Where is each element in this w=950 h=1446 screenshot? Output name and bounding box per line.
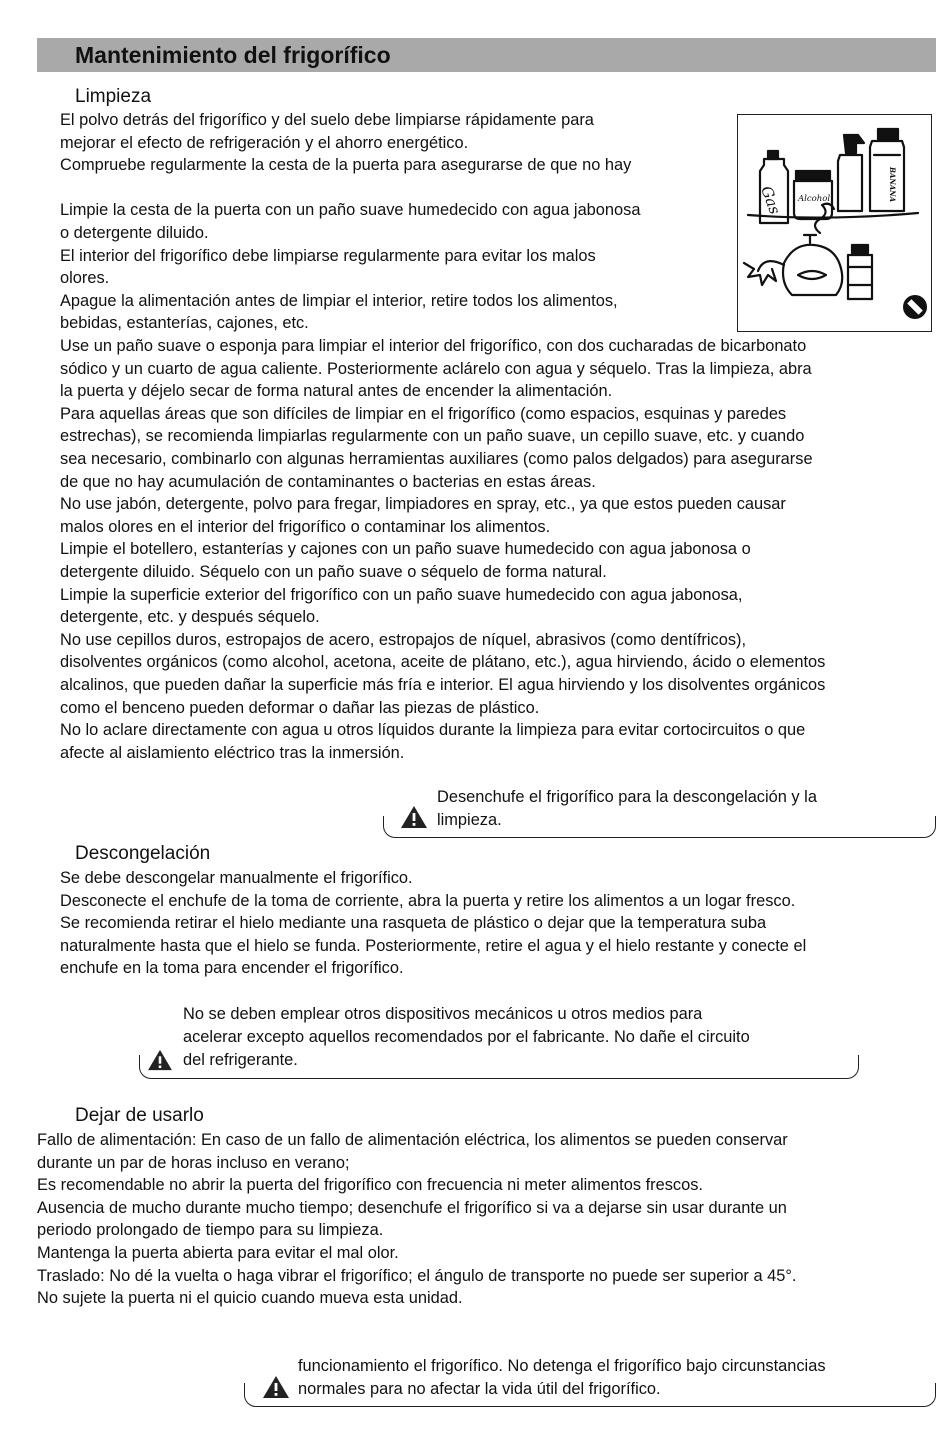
text-line: sódico y un cuarto de agua caliente. Posteriormente aclárelo con agua y séquelo. Tras la limpieza, abra: [60, 359, 812, 378]
heading-dejar-de-usarlo: Dejar de usarlo: [75, 1105, 204, 1126]
banana-label: BANANA: [888, 167, 897, 203]
text-line: naturalmente hasta que el hielo se funda. Posteriormente, retire el agua y el hielo restante y conecte el: [60, 936, 807, 955]
text-line: No lo aclare directamente con agua u otros líquidos durante la limpieza para evitar cortocircuitos o que: [60, 721, 806, 740]
prohibited-icon: [903, 295, 927, 319]
text-line: Es recomendable no abrir la puerta del frigorífico con frecuencia ni meter alimentos frescos.: [37, 1176, 703, 1195]
text-line: mejorar el efecto de refrigeración y el ahorro energético.: [60, 133, 469, 152]
text-line: estrechas), se recomienda limpiarlas regularmente con un paño suave, un cepillo suave, etc. y cuando: [60, 427, 805, 446]
text-line: enchufe en la toma para encender el frigorífico.: [60, 959, 404, 978]
text-line: Use un paño suave o esponja para limpiar el interior del frigorífico, con dos cucharadas de bicarbonato: [60, 337, 807, 355]
spray-head: [844, 135, 864, 153]
warning-triangle-icon: [400, 805, 428, 829]
text-line: Mantenga la puerta abierta para evitar el mal olor.: [37, 1243, 399, 1262]
limpieza-intro-text: [60, 109, 640, 335]
text-line: durante un par de horas incluso en verano;: [37, 1153, 350, 1172]
text-line: Se debe descongelar manualmente el frigorífico.: [60, 869, 413, 887]
text-line: Apague la alimentación antes de limpiar el interior, retire todos los alimentos,: [60, 291, 618, 310]
cleaning-products-drawing: [738, 115, 930, 330]
text-line: sea necesario, combinarlo con algunas herramientas auxiliares (como palos delgados) para asegurarse: [60, 449, 813, 468]
text-line: alcalinos, que pueden dañar la superficie más fría e interior. El agua hirviendo y los disolventes orgánicos: [60, 675, 826, 694]
warning-line: Desenchufe el frigorífico para la descongelación y la: [437, 788, 817, 806]
warning-line: No se deben emplear otros dispositivos mecánicos u otros medios para: [183, 1005, 703, 1023]
text-line: bebidas, estanterías, cajones, etc.: [60, 314, 309, 333]
warning-line: del refrigerante.: [183, 1051, 298, 1069]
heading-descongelacion: Descongelación: [75, 843, 211, 864]
spray-bottle: [838, 155, 862, 211]
text-line: como el benceno pueden deformar o dañar las piezas de plástico.: [60, 698, 540, 717]
text-line: malos olores en el interior del frigorífico o contaminar los alimentos.: [60, 517, 551, 536]
text-line: de que no hay acumulación de contaminantes o bacterias en estas áreas.: [60, 472, 596, 491]
text-line: la puerta y déjelo secar de forma natural antes de encender la alimentación.: [60, 382, 613, 401]
kettle-lid: [804, 235, 816, 243]
text-line: detergente, etc. y después séquelo.: [60, 608, 320, 627]
text-line: Ausencia de mucho durante mucho tiempo; desenchufe el frigorífico si va a dejarse sin usar durante un: [37, 1198, 787, 1217]
warning-unplug-text: [437, 786, 817, 832]
text-line: El interior del frigorífico debe limpiarse regularmente para evitar los malos: [60, 246, 596, 265]
text-line: detergente diluido. Séquelo con un paño suave o séquelo de forma natural.: [60, 562, 607, 581]
text-line: Compruebe regularmente la cesta de la puerta para asegurarse de que no hay: [60, 156, 632, 175]
text-line: olores.: [60, 269, 110, 288]
warning-line: normales para no afectar la vida útil del frigorífico.: [298, 1380, 661, 1398]
bottle-cap-2: [878, 129, 898, 139]
text-line: Limpie el botellero, estanterías y cajones con un paño suave humedecido con agua jabonosa o: [60, 540, 751, 559]
text-line: disolventes orgánicos (como alcohol, acetona, aceite de plátano, etc.), agua hirviendo, ácido o elementos: [60, 653, 826, 672]
text-line: [60, 177, 640, 200]
limpieza-body-text: [60, 335, 825, 764]
warning-triangle-icon: [262, 1375, 290, 1399]
gas-label: Gas: [757, 183, 785, 217]
descongelacion-body-text: [60, 867, 806, 980]
warning-line: funcionamiento el frigorífico. No detenga el frigorífico bajo circunstancias: [298, 1357, 826, 1375]
cleaning-products-illustration: [737, 114, 932, 332]
text-line: Para aquellas áreas que son difíciles de limpiar en el frigorífico (como espacios, esquinas y paredes: [60, 404, 787, 423]
text-line: periodo prolongado de tiempo para su limpieza.: [37, 1221, 384, 1240]
page-title: Mantenimiento del frigorífico: [75, 42, 391, 68]
section-header-bar: [37, 38, 936, 72]
text-line: o detergente diluido.: [60, 223, 209, 242]
warning-line: limpieza.: [437, 811, 502, 829]
heading-limpieza: Limpieza: [75, 86, 152, 107]
text-line: Se recomienda retirar el hielo mediante una rasqueta de plástico o dejar que la temperatura suba: [60, 914, 767, 933]
text-line: Desconecte el enchufe de la toma de corriente, abra la puerta y retire los alimentos a un logar fresco.: [60, 891, 796, 910]
text-line: El polvo detrás del frigorífico y del suelo debe limpiarse rápidamente para: [60, 111, 594, 129]
small-bottle-bands: [848, 267, 872, 285]
banana-bottle: [870, 141, 904, 211]
warning-stop-text: [298, 1355, 826, 1401]
kettle-decoration: [798, 271, 826, 279]
text-line: Limpie la superficie exterior del frigorífico con un paño suave humedecido con agua jabonosa,: [60, 585, 743, 604]
small-bottle-cap: [852, 245, 868, 253]
text-line: No sujete la puerta ni el quicio cuando mueva esta unidad.: [37, 1289, 463, 1308]
text-line: No use cepillos duros, estropajos de acero, estropajos de níquel, abrasivos (como dentífricos),: [60, 630, 747, 649]
warning-triangle-icon: [147, 1049, 173, 1071]
warning-defrost-text: [183, 1003, 750, 1072]
warning-line: acelerar excepto aquellos recomendados por el fabricante. No dañe el circuito: [183, 1028, 750, 1046]
jar-lid: [796, 171, 830, 180]
text-line: afecte al aislamiento eléctrico tras la inmersión.: [60, 743, 405, 762]
alcohol-label: Alcohol: [798, 194, 831, 204]
text-line: Fallo de alimentación: En caso de un fallo de alimentación eléctrica, los alimentos se pueden conservar: [37, 1131, 788, 1149]
text-line: Traslado: No dé la vuelta o haga vibrar el frigorífico; el ángulo de transporte no puede ser superior a 45°.: [37, 1266, 797, 1285]
kettle-spout: [758, 261, 784, 271]
text-line: No use jabón, detergente, polvo para fregar, limpiadores en spray, etc., ya que estos pueden causar: [60, 495, 786, 514]
small-bottle: [848, 255, 872, 299]
dejar-body-text: [37, 1129, 796, 1310]
text-line: Limpie la cesta de la puerta con un paño suave humedecido con agua jabonosa: [60, 201, 641, 220]
bottle-cap: [768, 151, 778, 159]
